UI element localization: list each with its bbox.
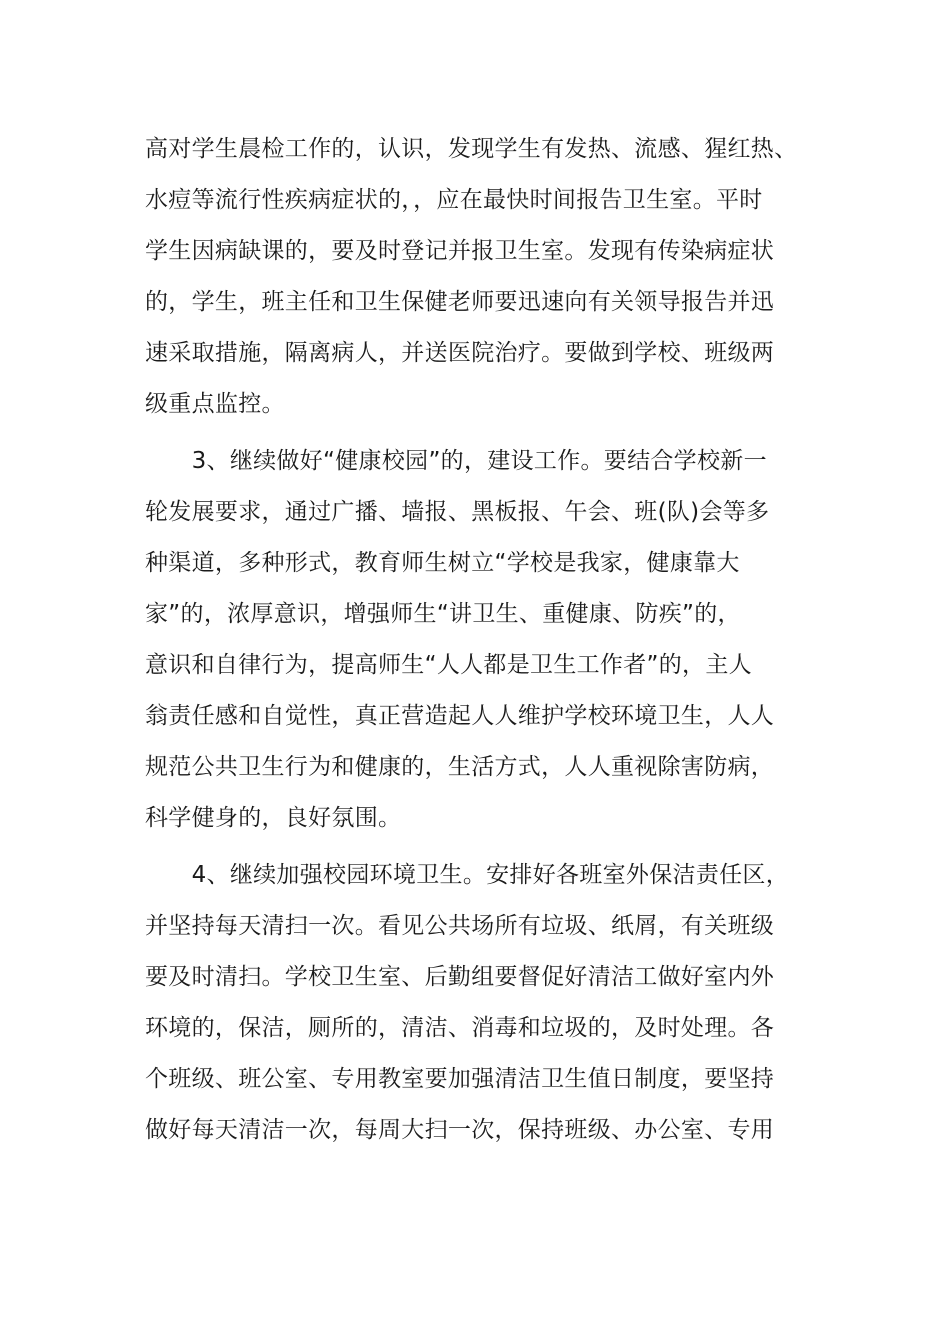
text-line: 家”的，浓厚意识，增强师生“讲卫生、重健康、防疾”的，: [145, 601, 741, 627]
text-line: 3、继续做好“健康校园”的，建设工作。要结合学校新一: [145, 448, 767, 474]
text-line: 种渠道，多种形式，教育师生树立“学校是我家，健康靠大: [145, 550, 740, 576]
paragraph-healthy-campus: [145, 436, 825, 844]
text-line: 的，学生，班主任和卫生保健老师要迅速向有关领导报告并迅: [145, 289, 775, 315]
text-line: 并坚持每天清扫一次。看见公共场所有垃圾、纸屑，有关班级: [145, 913, 775, 939]
text-line: 水痘等流行性疾病症状的，，应在最快时间报告卫生室。平时: [145, 187, 763, 213]
document-body: [145, 124, 825, 1156]
paragraph-campus-hygiene: [145, 850, 825, 1156]
text-line: 要及时清扫。学校卫生室、后勤组要督促好清洁工做好室内外: [145, 964, 775, 990]
text-line: 4、继续加强校园环境卫生。安排好各班室外保洁责任区，: [145, 862, 790, 888]
text-line: 个班级、班公室、专用教室要加强清洁卫生值日制度，要坚持: [145, 1066, 775, 1092]
text-line: 科学健身的，良好氛围。: [145, 805, 402, 831]
text-line: 轮发展要求，通过广播、墙报、黑板报、午会、班(队)会等多: [145, 499, 770, 525]
text-line: 翁责任感和自觉性，真正营造起人人维护学校环境卫生，人人: [145, 703, 775, 729]
text-line: 意识和自律行为，提高师生“人人都是卫生工作者”的，主人: [145, 652, 752, 678]
text-line: 规范公共卫生行为和健康的，生活方式，人人重视除害防病，: [145, 754, 775, 780]
text-line: 速采取措施，隔离病人，并送医院治疗。要做到学校、班级两: [145, 340, 775, 366]
paragraph-morning-check: [145, 124, 825, 430]
text-line: 学生因病缺课的，要及时登记并报卫生室。发现有传染病症状: [145, 238, 775, 264]
text-line: 高对学生晨检工作的，认识，发现学生有发热、流感、猩红热、: [145, 136, 798, 162]
text-line: 做好每天清洁一次，每周大扫一次，保持班级、办公室、专用: [145, 1117, 775, 1143]
text-line: 环境的，保洁，厕所的，清洁、消毒和垃圾的，及时处理。各: [145, 1015, 775, 1041]
text-line: 级重点监控。: [145, 391, 285, 417]
